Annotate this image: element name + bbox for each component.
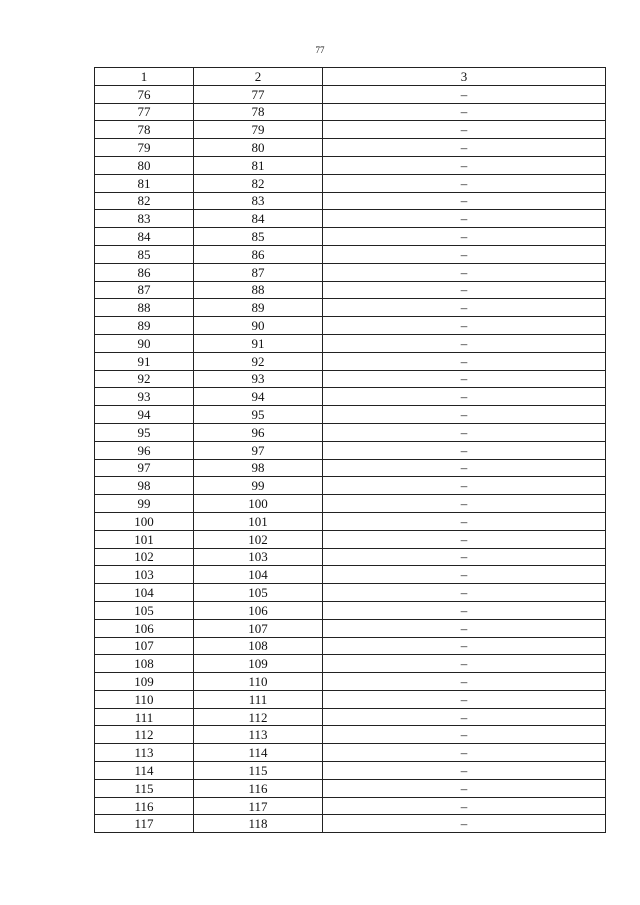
table-cell-col-2: 86: [194, 245, 323, 263]
data-table: [94, 67, 606, 833]
table-cell-col-1: 79: [95, 139, 194, 157]
table-cell-col-2: 83: [194, 192, 323, 210]
table-cell-col-1: 77: [95, 103, 194, 121]
table-cell-col-1: 83: [95, 210, 194, 228]
table-cell-col-3: –: [323, 245, 606, 263]
table-row: [95, 103, 606, 121]
table-cell-col-2: 89: [194, 299, 323, 317]
table-cell-col-1: 85: [95, 245, 194, 263]
table-row: [95, 762, 606, 780]
table-row: [95, 85, 606, 103]
table-row: [95, 388, 606, 406]
table-cell-col-1: 109: [95, 673, 194, 691]
table-row: [95, 441, 606, 459]
table-row: [95, 263, 606, 281]
table-row: [95, 139, 606, 157]
table-row: [95, 192, 606, 210]
table-cell-col-1: 105: [95, 601, 194, 619]
table-cell-col-3: –: [323, 512, 606, 530]
table-cell-col-1: 89: [95, 317, 194, 335]
table-row: [95, 459, 606, 477]
table-cell-col-2: 101: [194, 512, 323, 530]
table-cell-col-3: –: [323, 139, 606, 157]
table-cell-col-2: 118: [194, 815, 323, 833]
table-cell-col-2: 105: [194, 584, 323, 602]
table-cell-col-3: –: [323, 601, 606, 619]
table-cell-col-1: 101: [95, 530, 194, 548]
table-row: [95, 655, 606, 673]
table-cell-col-3: –: [323, 423, 606, 441]
table-cell-col-2: 113: [194, 726, 323, 744]
table-cell-col-2: 106: [194, 601, 323, 619]
table-cell-col-2: 87: [194, 263, 323, 281]
table-row: [95, 370, 606, 388]
table-cell-col-1: 95: [95, 423, 194, 441]
table-cell-col-2: 77: [194, 85, 323, 103]
table-cell-col-2: 79: [194, 121, 323, 139]
table-cell-col-3: –: [323, 673, 606, 691]
table-row: [95, 815, 606, 833]
table-cell-col-2: 104: [194, 566, 323, 584]
table-cell-col-2: 97: [194, 441, 323, 459]
table-cell-col-3: –: [323, 441, 606, 459]
table-cell-col-1: 81: [95, 174, 194, 192]
table-cell-col-1: 107: [95, 637, 194, 655]
table-cell-col-2: 117: [194, 797, 323, 815]
table-cell-col-3: –: [323, 406, 606, 424]
table-cell-col-3: –: [323, 815, 606, 833]
table-row: [95, 299, 606, 317]
table-cell-col-3: –: [323, 566, 606, 584]
table-cell-col-3: –: [323, 174, 606, 192]
table-row: [95, 352, 606, 370]
table-cell-col-2: 112: [194, 708, 323, 726]
table-cell-col-1: 97: [95, 459, 194, 477]
table-cell-col-1: 90: [95, 334, 194, 352]
table-cell-col-2: 111: [194, 690, 323, 708]
table-row: [95, 121, 606, 139]
column-header-2: 2: [194, 68, 323, 86]
table-cell-col-1: 110: [95, 690, 194, 708]
table-cell-col-3: –: [323, 156, 606, 174]
table-header-row: [95, 68, 606, 86]
table-row: [95, 797, 606, 815]
table-cell-col-2: 100: [194, 495, 323, 513]
table-cell-col-2: 95: [194, 406, 323, 424]
table-cell-col-2: 116: [194, 779, 323, 797]
table-cell-col-3: –: [323, 530, 606, 548]
table-cell-col-1: 103: [95, 566, 194, 584]
table-cell-col-1: 115: [95, 779, 194, 797]
table-cell-col-3: –: [323, 317, 606, 335]
table-cell-col-2: 110: [194, 673, 323, 691]
table-cell-col-3: –: [323, 334, 606, 352]
table-cell-col-1: 98: [95, 477, 194, 495]
table-row: [95, 779, 606, 797]
table-cell-col-3: –: [323, 228, 606, 246]
table-cell-col-3: –: [323, 708, 606, 726]
table-cell-col-3: –: [323, 85, 606, 103]
table-cell-col-1: 80: [95, 156, 194, 174]
table-row: [95, 673, 606, 691]
table-cell-col-1: 106: [95, 619, 194, 637]
table-row: [95, 708, 606, 726]
table-cell-col-1: 78: [95, 121, 194, 139]
table-cell-col-3: –: [323, 121, 606, 139]
table-cell-col-3: –: [323, 548, 606, 566]
table-row: [95, 477, 606, 495]
table-cell-col-1: 99: [95, 495, 194, 513]
table-cell-col-2: 82: [194, 174, 323, 192]
table-cell-col-1: 93: [95, 388, 194, 406]
table-cell-col-1: 112: [95, 726, 194, 744]
table-row: [95, 690, 606, 708]
table-row: [95, 584, 606, 602]
table-cell-col-1: 108: [95, 655, 194, 673]
table-cell-col-2: 78: [194, 103, 323, 121]
table-cell-col-2: 98: [194, 459, 323, 477]
table-row: [95, 245, 606, 263]
table-cell-col-3: –: [323, 370, 606, 388]
table-cell-col-3: –: [323, 388, 606, 406]
table-cell-col-3: –: [323, 690, 606, 708]
table-cell-col-1: 94: [95, 406, 194, 424]
table-cell-col-2: 81: [194, 156, 323, 174]
table-row: [95, 637, 606, 655]
table-cell-col-1: 76: [95, 85, 194, 103]
table-row: [95, 174, 606, 192]
table-cell-col-1: 104: [95, 584, 194, 602]
table-cell-col-1: 96: [95, 441, 194, 459]
page-number: 77: [315, 45, 325, 55]
table-cell-col-3: –: [323, 263, 606, 281]
table-cell-col-1: 86: [95, 263, 194, 281]
table-cell-col-1: 114: [95, 762, 194, 780]
table-cell-col-2: 99: [194, 477, 323, 495]
table-cell-col-2: 109: [194, 655, 323, 673]
table-row: [95, 495, 606, 513]
table-cell-col-3: –: [323, 281, 606, 299]
table-cell-col-3: –: [323, 619, 606, 637]
table-cell-col-3: –: [323, 744, 606, 762]
table-cell-col-3: –: [323, 779, 606, 797]
table-row: [95, 566, 606, 584]
table-cell-col-1: 87: [95, 281, 194, 299]
column-header-1: 1: [95, 68, 194, 86]
table-cell-col-2: 92: [194, 352, 323, 370]
table-cell-col-3: –: [323, 299, 606, 317]
table-row: [95, 210, 606, 228]
table-cell-col-3: –: [323, 210, 606, 228]
table-cell-col-1: 117: [95, 815, 194, 833]
table-cell-col-3: –: [323, 103, 606, 121]
table-row: [95, 512, 606, 530]
table-row: [95, 423, 606, 441]
table-cell-col-3: –: [323, 352, 606, 370]
table-cell-col-1: 88: [95, 299, 194, 317]
table-cell-col-1: 92: [95, 370, 194, 388]
table-row: [95, 406, 606, 424]
table-cell-col-3: –: [323, 192, 606, 210]
table-cell-col-1: 82: [95, 192, 194, 210]
table-cell-col-3: –: [323, 637, 606, 655]
table-cell-col-1: 84: [95, 228, 194, 246]
table-cell-col-2: 88: [194, 281, 323, 299]
table-cell-col-2: 115: [194, 762, 323, 780]
table-cell-col-1: 111: [95, 708, 194, 726]
table-cell-col-2: 103: [194, 548, 323, 566]
table-row: [95, 334, 606, 352]
table-row: [95, 726, 606, 744]
table-cell-col-2: 93: [194, 370, 323, 388]
table-cell-col-1: 100: [95, 512, 194, 530]
table-cell-col-2: 85: [194, 228, 323, 246]
table-cell-col-3: –: [323, 726, 606, 744]
table-cell-col-2: 108: [194, 637, 323, 655]
table-cell-col-2: 91: [194, 334, 323, 352]
table-cell-col-1: 102: [95, 548, 194, 566]
table-cell-col-3: –: [323, 655, 606, 673]
table-row: [95, 744, 606, 762]
table-cell-col-1: 113: [95, 744, 194, 762]
table-cell-col-3: –: [323, 459, 606, 477]
table-cell-col-2: 107: [194, 619, 323, 637]
table-cell-col-2: 96: [194, 423, 323, 441]
column-header-3: 3: [323, 68, 606, 86]
table-row: [95, 281, 606, 299]
table-cell-col-2: 80: [194, 139, 323, 157]
table-cell-col-3: –: [323, 477, 606, 495]
table-cell-col-2: 114: [194, 744, 323, 762]
table-row: [95, 317, 606, 335]
table-cell-col-3: –: [323, 584, 606, 602]
table-row: [95, 228, 606, 246]
table-row: [95, 548, 606, 566]
table-row: [95, 619, 606, 637]
table-row: [95, 601, 606, 619]
table-cell-col-3: –: [323, 495, 606, 513]
table-row: [95, 156, 606, 174]
table-cell-col-2: 94: [194, 388, 323, 406]
table-cell-col-1: 91: [95, 352, 194, 370]
table-cell-col-2: 102: [194, 530, 323, 548]
table-cell-col-3: –: [323, 797, 606, 815]
table-body: [95, 85, 606, 832]
table-cell-col-3: –: [323, 762, 606, 780]
table-cell-col-2: 90: [194, 317, 323, 335]
table-cell-col-1: 116: [95, 797, 194, 815]
table-cell-col-2: 84: [194, 210, 323, 228]
table-row: [95, 530, 606, 548]
